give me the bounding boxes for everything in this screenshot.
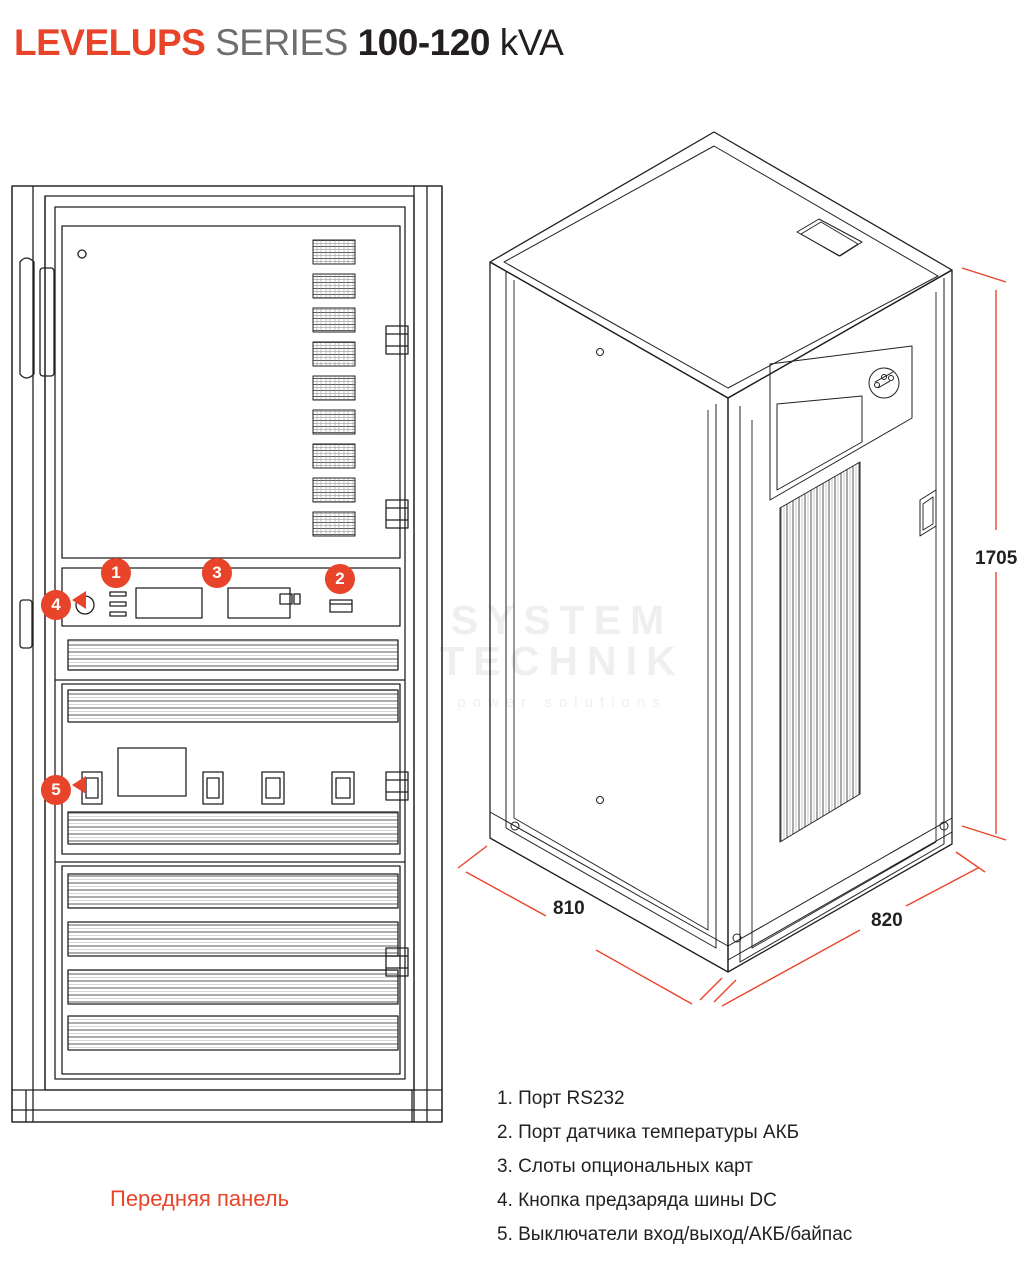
dimension-height: 1705 (975, 548, 1018, 569)
dimension-width: 820 (871, 910, 903, 931)
legend-list (497, 1082, 852, 1252)
title-model: 100-120 (357, 22, 490, 63)
svg-text:5: 5 (51, 780, 61, 799)
title-series: SERIES (215, 22, 348, 63)
dimension-depth: 810 (553, 898, 585, 919)
title-brand: LEVELUPS (14, 22, 206, 63)
svg-text:4: 4 (51, 595, 61, 614)
watermark-line-2: TECHNIK (439, 638, 685, 684)
legend-item-4: 4. Кнопка предзаряда шины DC (497, 1190, 777, 1211)
legend-item-3: 3. Слоты опциональных карт (497, 1156, 753, 1177)
callout-1 (101, 558, 131, 588)
front-view-cabinet (12, 186, 442, 1122)
callout-markers (41, 558, 355, 805)
legend-item-1: 1. Порт RS232 (497, 1088, 625, 1109)
legend-item-2: 2. Порт датчика температуры АКБ (497, 1122, 800, 1143)
callout-3 (202, 558, 232, 588)
svg-text:1: 1 (111, 563, 121, 582)
legend-item-5: 5. Выключатели вход/выход/АКБ/байпас (497, 1224, 853, 1245)
callout-4 (41, 590, 86, 620)
dimension-lines (458, 268, 1006, 1006)
isometric-view-cabinet (490, 132, 952, 972)
callout-2 (325, 564, 355, 594)
callout-5 (41, 775, 86, 805)
front-panel-caption: Передняя панель (110, 1186, 290, 1211)
svg-text:2: 2 (335, 569, 345, 588)
svg-text:3: 3 (212, 563, 222, 582)
watermark-line-1: SYSTEM (450, 597, 674, 643)
watermark-line-3: power solutions (457, 694, 667, 711)
title-unit: kVA (499, 22, 564, 63)
